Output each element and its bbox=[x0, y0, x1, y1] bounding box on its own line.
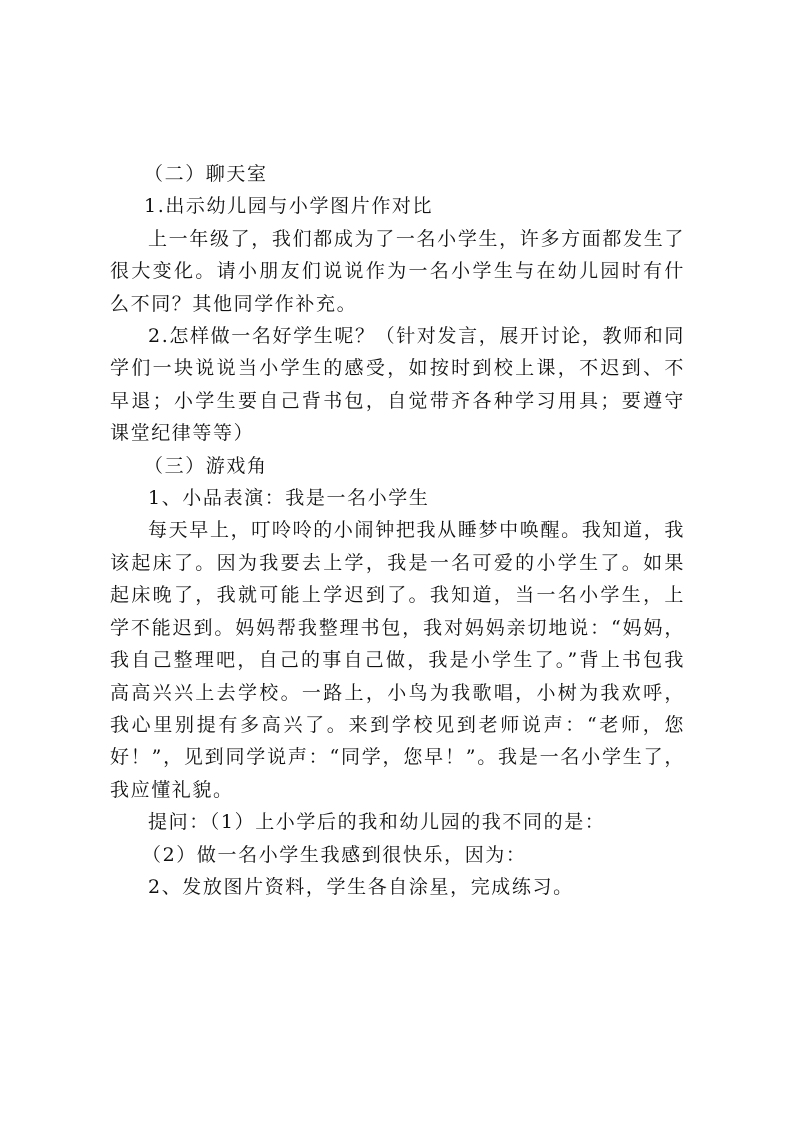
item-picture-materials: 2、发放图片资料，学生各自涂星，完成练习。 bbox=[148, 875, 574, 898]
paragraph-skit-story: 每天早上，叮呤呤的小闹钟把我从睡梦中唤醒。我知道，我该起床了。因为我要去上学，我是一名可爱的小学生了。如果起床晚了，我就可能上学迟到了。我知道，当一名小学生，上学不能迟到。妈妈帮我整理书包，我对妈妈亲切地说：“妈妈，我自己整理吧，自己的事自己做，我是小学生了。”背上书包我高高兴兴上去学校。一路上，小鸟为我歌唱，小树为我欢呼，我心里别提有多高兴了。来到学校见到老师说声：“老师，您好！”，见到同学说声：“同学，您早！”。我是一名小学生了，我应懂礼貌。 bbox=[110, 519, 685, 801]
section-heading-chatroom: （二）聊天室 bbox=[144, 163, 268, 185]
paragraph-first-grade: 上一年级了，我们都成为了一名小学生，许多方面都发生了很大变化。请小朋友们说说作为一名小学生与在幼儿园时有什么不同？其他同学作补充。 bbox=[110, 227, 685, 315]
item-compare-pictures: 1.出示幼儿园与小学图片作对比 bbox=[144, 195, 434, 218]
question-2: （2）做一名小学生我感到很快乐，因为： bbox=[142, 843, 527, 866]
item-skit: 1、小品表演：我是一名小学生 bbox=[148, 487, 430, 510]
document-page bbox=[110, 158, 685, 903]
paragraph-good-student: 2.怎样做一名好学生呢？（针对发言，展开讨论，教师和同学们一块说说当小学生的感受，如按时到校上课，不迟到、不早退；小学生要自己背书包，自觉带齐各种学习用具；要遵守课堂纪律等等） bbox=[110, 325, 685, 445]
section-heading-game-corner: （三）游戏角 bbox=[144, 454, 268, 477]
question-1: 提问：（1）上小学后的我和幼儿园的我不同的是： bbox=[148, 811, 606, 834]
